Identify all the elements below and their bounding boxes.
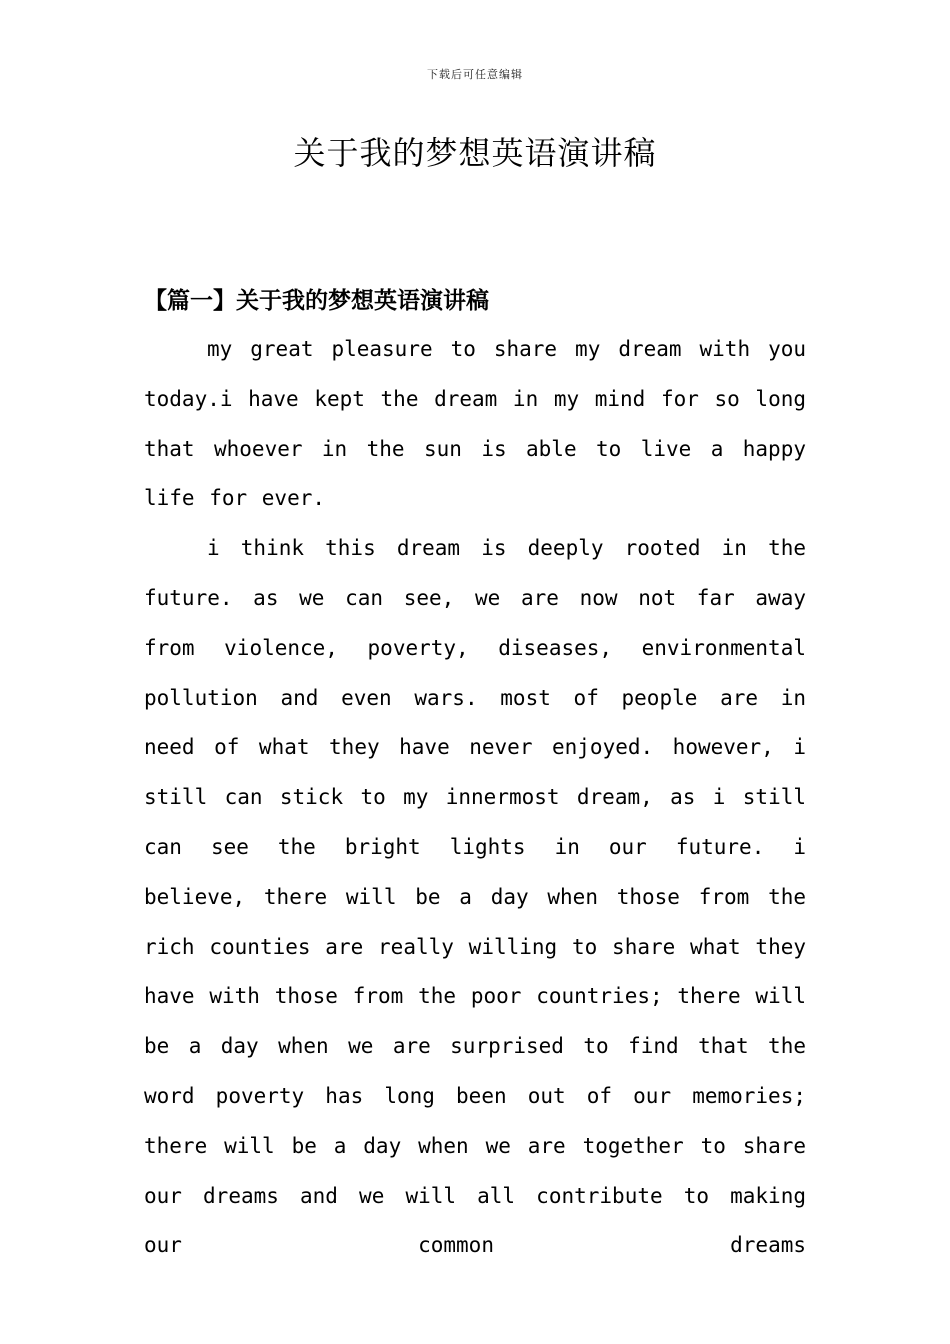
paragraph-1: my great pleasure to share my dream with you today.i have kept the dream in my mind for so long that whoever in the sun is able to live a happy life for ever. [144, 337, 806, 511]
document-title: 关于我的梦想英语演讲稿 [293, 134, 657, 172]
header-note: 下载后可任意编辑 [427, 68, 523, 81]
section-heading: 【篇一】关于我的梦想英语演讲稿 [144, 287, 489, 314]
document-body [144, 325, 806, 1271]
paragraph-2: i think this dream is deeply rooted in the future. as we can see, we are now not far away from violence, poverty, diseases, environmental pollution and even wars. most of people are in need of what they have never enjoyed. however, i still can stick to my innermost dream, as i still can see the bright lights in our future. i believe, there will be a day when those from the rich counties are really willing to share what they have with those from the poor countries; there will be a day when we are surprised to find that the word poverty has long been out of our memories; there will be a day when we are together to share our dreams and we will all contribute to making our common dreams [144, 536, 806, 1258]
